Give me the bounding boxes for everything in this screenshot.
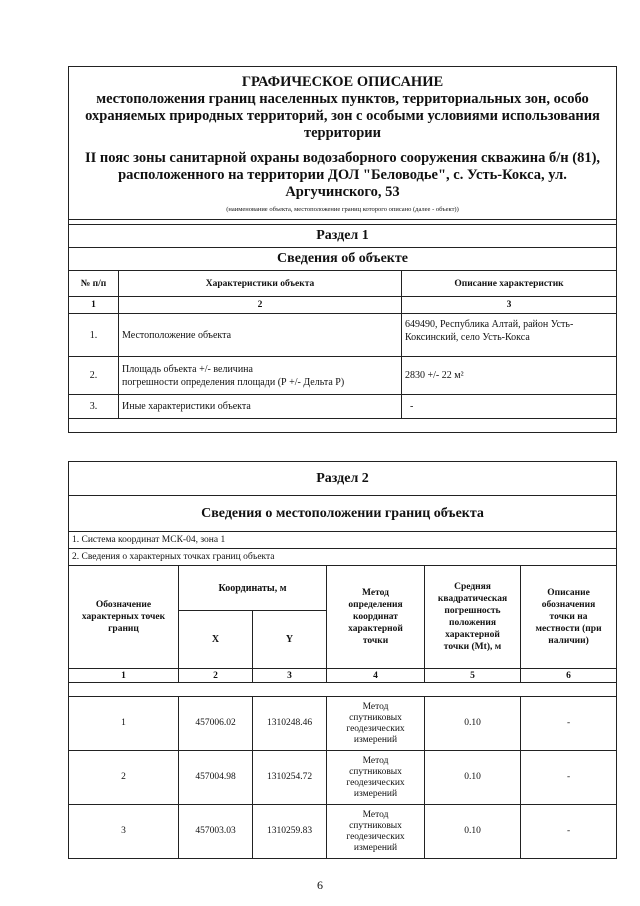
header-line: Описание bbox=[547, 588, 590, 598]
column-number: 2 bbox=[119, 297, 402, 314]
point-id: 1 bbox=[69, 697, 179, 751]
method-line: Метод bbox=[362, 701, 389, 712]
column-number: 5 bbox=[425, 669, 521, 683]
characteristic-name bbox=[119, 357, 402, 395]
characteristic-name: Местоположение объекта bbox=[119, 314, 402, 357]
object-name-line-3: Аргучинского, 53 bbox=[285, 184, 400, 200]
method-line: спутниковых bbox=[349, 766, 402, 777]
document-subtitle-line-1: местоположения границ населенных пунктов, территориальных зон, особо bbox=[96, 91, 589, 107]
point-x: 457006.02 bbox=[179, 697, 253, 751]
point-description: - bbox=[521, 697, 617, 751]
row-number: 3. bbox=[69, 395, 119, 419]
document-header bbox=[69, 67, 617, 204]
point-y: 1310259.83 bbox=[253, 805, 327, 859]
header-line: погрешность bbox=[444, 606, 501, 616]
section-1-label: Раздел 1 bbox=[69, 225, 617, 248]
header-line: положения bbox=[448, 618, 496, 628]
table-row bbox=[69, 805, 617, 859]
points-caption: 2. Сведения о характерных точках границ объекта bbox=[69, 549, 617, 566]
empty-row bbox=[69, 419, 617, 433]
table-row bbox=[69, 751, 617, 805]
point-id: 3 bbox=[69, 805, 179, 859]
point-x: 457004.98 bbox=[179, 751, 253, 805]
value-line: Коксинский, село Усть-Кокса bbox=[405, 332, 530, 343]
method-line: геодезических bbox=[346, 723, 405, 734]
point-y: 1310254.72 bbox=[253, 751, 327, 805]
object-name-line-1: II пояс зоны санитарной охраны водозаборного сооружения скважина б/н (81), bbox=[84, 150, 601, 166]
characteristic-value bbox=[402, 314, 617, 357]
characteristic-value: 2830 +/- 22 м² bbox=[402, 357, 617, 395]
table-row bbox=[69, 357, 617, 395]
column-header-characteristic: Характеристики объекта bbox=[119, 271, 402, 297]
column-header-coordinates: Координаты, м bbox=[179, 566, 327, 611]
column-header-point-description bbox=[521, 566, 617, 669]
header-line: наличии) bbox=[548, 636, 589, 646]
object-name-line-2: расположенного на территории ДОЛ "Беловодье", с. Усть-Кокса, ул. bbox=[118, 167, 567, 183]
section-2-label: Раздел 2 bbox=[69, 462, 617, 496]
section-1-title: Сведения об объекте bbox=[69, 248, 617, 271]
header-line: границ bbox=[108, 624, 139, 634]
name-line: погрешности определения площади (Р +/- Дельта Р) bbox=[122, 376, 345, 388]
method-line: измерений bbox=[353, 842, 398, 853]
method-line: Метод bbox=[362, 809, 389, 820]
value-line: 649490, Республика Алтай, район Усть- bbox=[405, 319, 574, 330]
header-line: координат bbox=[353, 612, 398, 622]
column-number: 2 bbox=[179, 669, 253, 683]
header-line: обозначения bbox=[541, 600, 596, 610]
point-description: - bbox=[521, 751, 617, 805]
header-line: определения bbox=[348, 600, 403, 610]
characteristic-name: Иные характеристики объекта bbox=[119, 395, 402, 419]
header-line: местности (при bbox=[535, 624, 602, 634]
column-header-x: X bbox=[179, 611, 253, 669]
method-line: Метод bbox=[362, 755, 389, 766]
table-row bbox=[69, 314, 617, 357]
header-line: Обозначение bbox=[95, 600, 152, 610]
section-2-title: Сведения о местоположении границ объекта bbox=[69, 496, 617, 532]
point-mt: 0.10 bbox=[425, 751, 521, 805]
column-number: 3 bbox=[402, 297, 617, 314]
header-line: характерных точек bbox=[81, 612, 166, 622]
coordinate-system: 1. Система координат МСК-04, зона 1 bbox=[69, 532, 617, 549]
header-line: Метод bbox=[362, 588, 389, 598]
column-header-method bbox=[327, 566, 425, 669]
characteristic-value: - bbox=[402, 395, 617, 419]
table-row bbox=[69, 697, 617, 751]
method-line: спутниковых bbox=[349, 712, 402, 723]
object-name-caption: (наименование объекта, местоположение границ которого описано (далее - объект)) bbox=[69, 203, 617, 220]
row-number: 1. bbox=[69, 314, 119, 357]
point-mt: 0.10 bbox=[425, 805, 521, 859]
row-number: 2. bbox=[69, 357, 119, 395]
document-subtitle-line-2: охраняемых природных территорий, зон с особыми условиями использования bbox=[85, 108, 600, 124]
table-row bbox=[69, 395, 617, 419]
header-line: квадратическая bbox=[437, 594, 508, 604]
name-line: Площадь объекта +/- величина bbox=[122, 363, 253, 375]
header-line: характерной bbox=[348, 624, 403, 634]
document-title: ГРАФИЧЕСКОЕ ОПИСАНИЕ bbox=[241, 74, 444, 90]
header-line: Средняя bbox=[454, 582, 491, 592]
column-header-description: Описание характеристик bbox=[402, 271, 617, 297]
boundary-points-table bbox=[68, 461, 617, 859]
object-info-table bbox=[68, 66, 617, 433]
column-number: 1 bbox=[69, 297, 119, 314]
method-line: измерений bbox=[353, 734, 398, 745]
header-line: точки на bbox=[549, 612, 588, 622]
point-x: 457003.03 bbox=[179, 805, 253, 859]
point-mt: 0.10 bbox=[425, 697, 521, 751]
point-y: 1310248.46 bbox=[253, 697, 327, 751]
point-method bbox=[327, 751, 425, 805]
point-method bbox=[327, 805, 425, 859]
method-line: геодезических bbox=[346, 777, 405, 788]
method-line: спутниковых bbox=[349, 820, 402, 831]
column-number: 3 bbox=[253, 669, 327, 683]
point-id: 2 bbox=[69, 751, 179, 805]
header-line: характерной bbox=[445, 630, 500, 640]
point-method bbox=[327, 697, 425, 751]
empty-row bbox=[69, 683, 617, 697]
column-header-y: Y bbox=[253, 611, 327, 669]
column-number: 4 bbox=[327, 669, 425, 683]
column-number: 1 bbox=[69, 669, 179, 683]
method-line: геодезических bbox=[346, 831, 405, 842]
column-header-number: № п/п bbox=[69, 271, 119, 297]
column-number: 6 bbox=[521, 669, 617, 683]
point-description: - bbox=[521, 805, 617, 859]
method-line: измерений bbox=[353, 788, 398, 799]
header-line: точки bbox=[362, 636, 389, 646]
page-number: 6 bbox=[317, 878, 323, 892]
column-header-designation bbox=[69, 566, 179, 669]
header-line: точки (Mt), м bbox=[443, 642, 502, 652]
column-header-accuracy bbox=[425, 566, 521, 669]
document-subtitle-line-3: территории bbox=[304, 125, 381, 141]
